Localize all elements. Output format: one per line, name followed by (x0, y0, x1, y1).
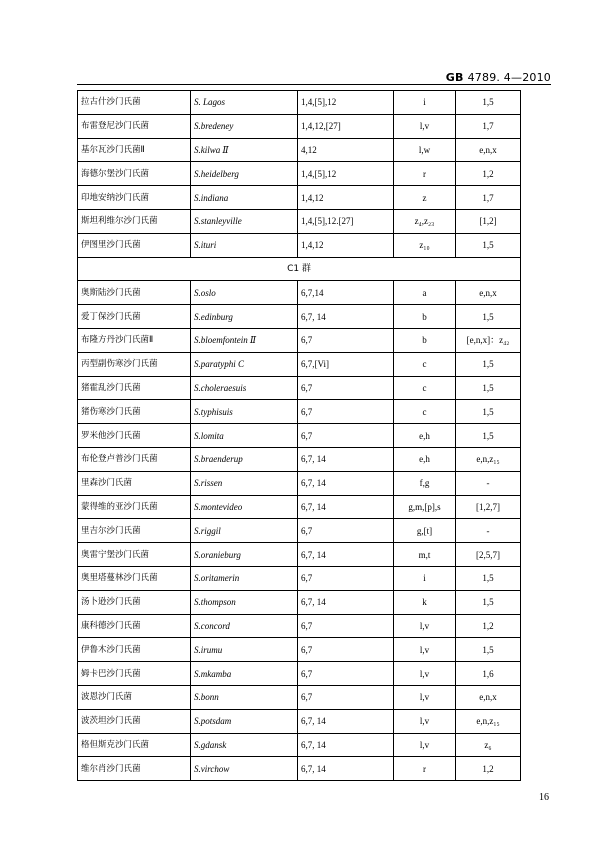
h-antigen-phase1: z (394, 186, 456, 210)
o-antigen: 6,7, 14 (298, 733, 394, 757)
scientific-name: S.typhisuis (191, 400, 298, 424)
h-antigen-phase1: l,v (394, 114, 456, 138)
o-antigen: 6,7,14 (298, 281, 394, 305)
chinese-name: 波恩沙门氏菌 (78, 685, 191, 709)
chinese-name: 斯坦利维尔沙门氏菌 (78, 209, 191, 233)
scientific-name: S.bloemfontein Ⅱ (191, 328, 298, 352)
o-antigen: 6,7,[Vi] (298, 352, 394, 376)
h-antigen-phase1: l,v (394, 662, 456, 686)
chinese-name: 里吉尔沙门氏菌 (78, 519, 191, 543)
table-row (78, 91, 521, 115)
table-row (78, 328, 521, 352)
h-antigen-phase2: 1,5 (456, 638, 521, 662)
h-antigen-phase2: 1,5 (456, 400, 521, 424)
scientific-name: S.mkamba (191, 662, 298, 686)
o-antigen: 4,12 (298, 138, 394, 162)
scientific-name: S.stanleyville (191, 209, 298, 233)
o-antigen: 1,4,12 (298, 233, 394, 257)
h-antigen-phase1: l,v (394, 638, 456, 662)
h-antigen-phase1: z₄,z₂₃ (394, 209, 456, 233)
h-antigen-phase2: [e,n,x]：z₄₂ (456, 328, 521, 352)
group-row (78, 257, 521, 281)
chinese-name: 格但斯克沙门氏菌 (78, 733, 191, 757)
h-antigen-phase1: c (394, 376, 456, 400)
chinese-name: 猪霍乱沙门氏菌 (78, 376, 191, 400)
o-antigen: 6,7 (298, 424, 394, 448)
o-antigen: 6,7 (298, 376, 394, 400)
table-row (78, 186, 521, 210)
h-antigen-phase1: l,w (394, 138, 456, 162)
table-row (78, 733, 521, 757)
scientific-name: S.oslo (191, 281, 298, 305)
h-antigen-phase1: b (394, 328, 456, 352)
chinese-name: 蒙得维的亚沙门氏菌 (78, 495, 191, 519)
h-antigen-phase1: e,h (394, 424, 456, 448)
scientific-name: S.bonn (191, 685, 298, 709)
table-row (78, 590, 521, 614)
table-row (78, 305, 521, 329)
scientific-name: S.oritamerin (191, 566, 298, 590)
chinese-name: 爱丁保沙门氏菌 (78, 305, 191, 329)
scientific-name: S.montevideo (191, 495, 298, 519)
chinese-name: 布伦登卢普沙门氏菌 (78, 447, 191, 471)
o-antigen: 6,7, 14 (298, 495, 394, 519)
o-antigen: 1,4,[5],12.[27] (298, 209, 394, 233)
table-row (78, 447, 521, 471)
o-antigen: 6,7 (298, 566, 394, 590)
o-antigen: 6,7 (298, 400, 394, 424)
scientific-name: S.oranieburg (191, 543, 298, 567)
chinese-name: 猪伤寒沙门氏菌 (78, 400, 191, 424)
h-antigen-phase1: r (394, 162, 456, 186)
scientific-name: S.kilwa Ⅱ (191, 138, 298, 162)
h-antigen-phase2: 1,2 (456, 162, 521, 186)
scientific-name: S.concord (191, 614, 298, 638)
table-row (78, 400, 521, 424)
h-antigen-phase2: - (456, 519, 521, 543)
chinese-name: 康科德沙门氏菌 (78, 614, 191, 638)
header-rule (77, 84, 551, 85)
group-header-c1 (78, 257, 521, 281)
table-row (78, 709, 521, 733)
h-antigen-phase2: 1,6 (456, 662, 521, 686)
table-row (78, 638, 521, 662)
table-row (78, 614, 521, 638)
h-antigen-phase1: a (394, 281, 456, 305)
o-antigen: 6,7, 14 (298, 305, 394, 329)
scientific-name: S.indiana (191, 186, 298, 210)
h-antigen-phase1: c (394, 400, 456, 424)
o-antigen: 6,7 (298, 328, 394, 352)
h-antigen-phase1: b (394, 305, 456, 329)
h-antigen-phase2: z₆ (456, 733, 521, 757)
chinese-name: 维尔肖沙门氏菌 (78, 757, 191, 781)
table-row (78, 757, 521, 781)
standard-code: GB (445, 71, 464, 84)
h-antigen-phase1: l,v (394, 709, 456, 733)
scientific-name: S.heidelberg (191, 162, 298, 186)
scientific-name: S. Lagos (191, 91, 298, 115)
scientific-name: S.thompson (191, 590, 298, 614)
h-antigen-phase1: r (394, 757, 456, 781)
h-antigen-phase1: l,v (394, 685, 456, 709)
table-body-top (78, 91, 521, 258)
h-antigen-phase2: 1,5 (456, 376, 521, 400)
o-antigen: 1,4,12 (298, 186, 394, 210)
chinese-name: 里森沙门氏菌 (78, 471, 191, 495)
o-antigen: 1,4,12,[27] (298, 114, 394, 138)
serotype-table (77, 90, 521, 781)
table-row (78, 543, 521, 567)
table-row (78, 281, 521, 305)
table-row (78, 424, 521, 448)
scientific-name: S.virchow (191, 757, 298, 781)
o-antigen: 6,7 (298, 614, 394, 638)
h-antigen-phase2: 1,5 (456, 305, 521, 329)
standard-code-header (446, 71, 551, 84)
h-antigen-phase1: i (394, 566, 456, 590)
scientific-name: S.bredeney (191, 114, 298, 138)
h-antigen-phase1: i (394, 91, 456, 115)
chinese-name: 海德尔堡沙门氏菌 (78, 162, 191, 186)
h-antigen-phase1: z₁₀ (394, 233, 456, 257)
h-antigen-phase1: g,m,[p],s (394, 495, 456, 519)
table-row (78, 662, 521, 686)
chinese-name: 丙型副伤寒沙门氏菌 (78, 352, 191, 376)
o-antigen: 6,7, 14 (298, 447, 394, 471)
h-antigen-phase1: l,v (394, 733, 456, 757)
h-antigen-phase2: 1,5 (456, 352, 521, 376)
table-row (78, 114, 521, 138)
h-antigen-phase2: e,n,x (456, 138, 521, 162)
scientific-name: S.riggil (191, 519, 298, 543)
table-body-c1 (78, 281, 521, 781)
chinese-name: 伊图里沙门氏菌 (78, 233, 191, 257)
chinese-name: 奥里塔蔓林沙门氏菌 (78, 566, 191, 590)
table-row (78, 685, 521, 709)
h-antigen-phase2: 1,5 (456, 424, 521, 448)
h-antigen-phase2: 1,2 (456, 757, 521, 781)
h-antigen-phase1: l,v (394, 614, 456, 638)
scientific-name: S.ituri (191, 233, 298, 257)
scientific-name: S.paratyphi C (191, 352, 298, 376)
chinese-name: 奥雷宁堡沙门氏菌 (78, 543, 191, 567)
chinese-name: 姆卡巴沙门氏菌 (78, 662, 191, 686)
o-antigen: 6,7, 14 (298, 590, 394, 614)
chinese-name: 布雷登尼沙门氏菌 (78, 114, 191, 138)
scientific-name: S.potsdam (191, 709, 298, 733)
scientific-name: S.braenderup (191, 447, 298, 471)
scientific-name: S.gdansk (191, 733, 298, 757)
table-row (78, 566, 521, 590)
table-row (78, 519, 521, 543)
chinese-name: 拉古什沙门氏菌 (78, 91, 191, 115)
h-antigen-phase1: m,t (394, 543, 456, 567)
table-row (78, 209, 521, 233)
o-antigen: 6,7 (298, 519, 394, 543)
h-antigen-phase2: 1,5 (456, 233, 521, 257)
scientific-name: S.irumu (191, 638, 298, 662)
h-antigen-phase2: [1,2] (456, 209, 521, 233)
chinese-name: 罗米他沙门氏菌 (78, 424, 191, 448)
o-antigen: 6,7, 14 (298, 757, 394, 781)
h-antigen-phase2: 1,2 (456, 614, 521, 638)
h-antigen-phase2: e,n,x (456, 685, 521, 709)
scientific-name: S.choleraesuis (191, 376, 298, 400)
h-antigen-phase2: [1,2,7] (456, 495, 521, 519)
h-antigen-phase2: - (456, 471, 521, 495)
h-antigen-phase2: e,n,x (456, 281, 521, 305)
h-antigen-phase1: g,[t] (394, 519, 456, 543)
chinese-name: 印地安纳沙门氏菌 (78, 186, 191, 210)
h-antigen-phase2: 1,5 (456, 91, 521, 115)
table-row (78, 495, 521, 519)
o-antigen: 1,4,[5],12 (298, 162, 394, 186)
h-antigen-phase1: c (394, 352, 456, 376)
h-antigen-phase2: e,n,z₁₅ (456, 709, 521, 733)
scientific-name: S.edinburg (191, 305, 298, 329)
h-antigen-phase2: 1,7 (456, 186, 521, 210)
h-antigen-phase2: e,n,z₁₅ (456, 447, 521, 471)
h-antigen-phase1: k (394, 590, 456, 614)
table-row (78, 233, 521, 257)
o-antigen: 6,7, 14 (298, 709, 394, 733)
scientific-name: S.rissen (191, 471, 298, 495)
o-antigen: 1,4,[5],12 (298, 91, 394, 115)
standard-number: 4789. 4—2010 (467, 71, 551, 84)
table-row (78, 352, 521, 376)
h-antigen-phase1: e,h (394, 447, 456, 471)
chinese-name: 布隆方丹沙门氏菌Ⅱ (78, 328, 191, 352)
h-antigen-phase2: 1,5 (456, 566, 521, 590)
chinese-name: 奥斯陆沙门氏菌 (78, 281, 191, 305)
h-antigen-phase2: 1,5 (456, 590, 521, 614)
group-label: C1 群 (78, 257, 521, 281)
table-row (78, 138, 521, 162)
table-row (78, 162, 521, 186)
scientific-name: S.lomita (191, 424, 298, 448)
table-row (78, 376, 521, 400)
chinese-name: 基尔瓦沙门氏菌Ⅱ (78, 138, 191, 162)
o-antigen: 6,7 (298, 638, 394, 662)
h-antigen-phase1: f,g (394, 471, 456, 495)
chinese-name: 伊鲁木沙门氏菌 (78, 638, 191, 662)
o-antigen: 6,7 (298, 662, 394, 686)
chinese-name: 波茨坦沙门氏菌 (78, 709, 191, 733)
o-antigen: 6,7, 14 (298, 471, 394, 495)
h-antigen-phase2: [2,5,7] (456, 543, 521, 567)
chinese-name: 汤卜逊沙门氏菌 (78, 590, 191, 614)
o-antigen: 6,7, 14 (298, 543, 394, 567)
h-antigen-phase2: 1,7 (456, 114, 521, 138)
page-number: 16 (539, 792, 549, 803)
o-antigen: 6,7 (298, 685, 394, 709)
table-row (78, 471, 521, 495)
